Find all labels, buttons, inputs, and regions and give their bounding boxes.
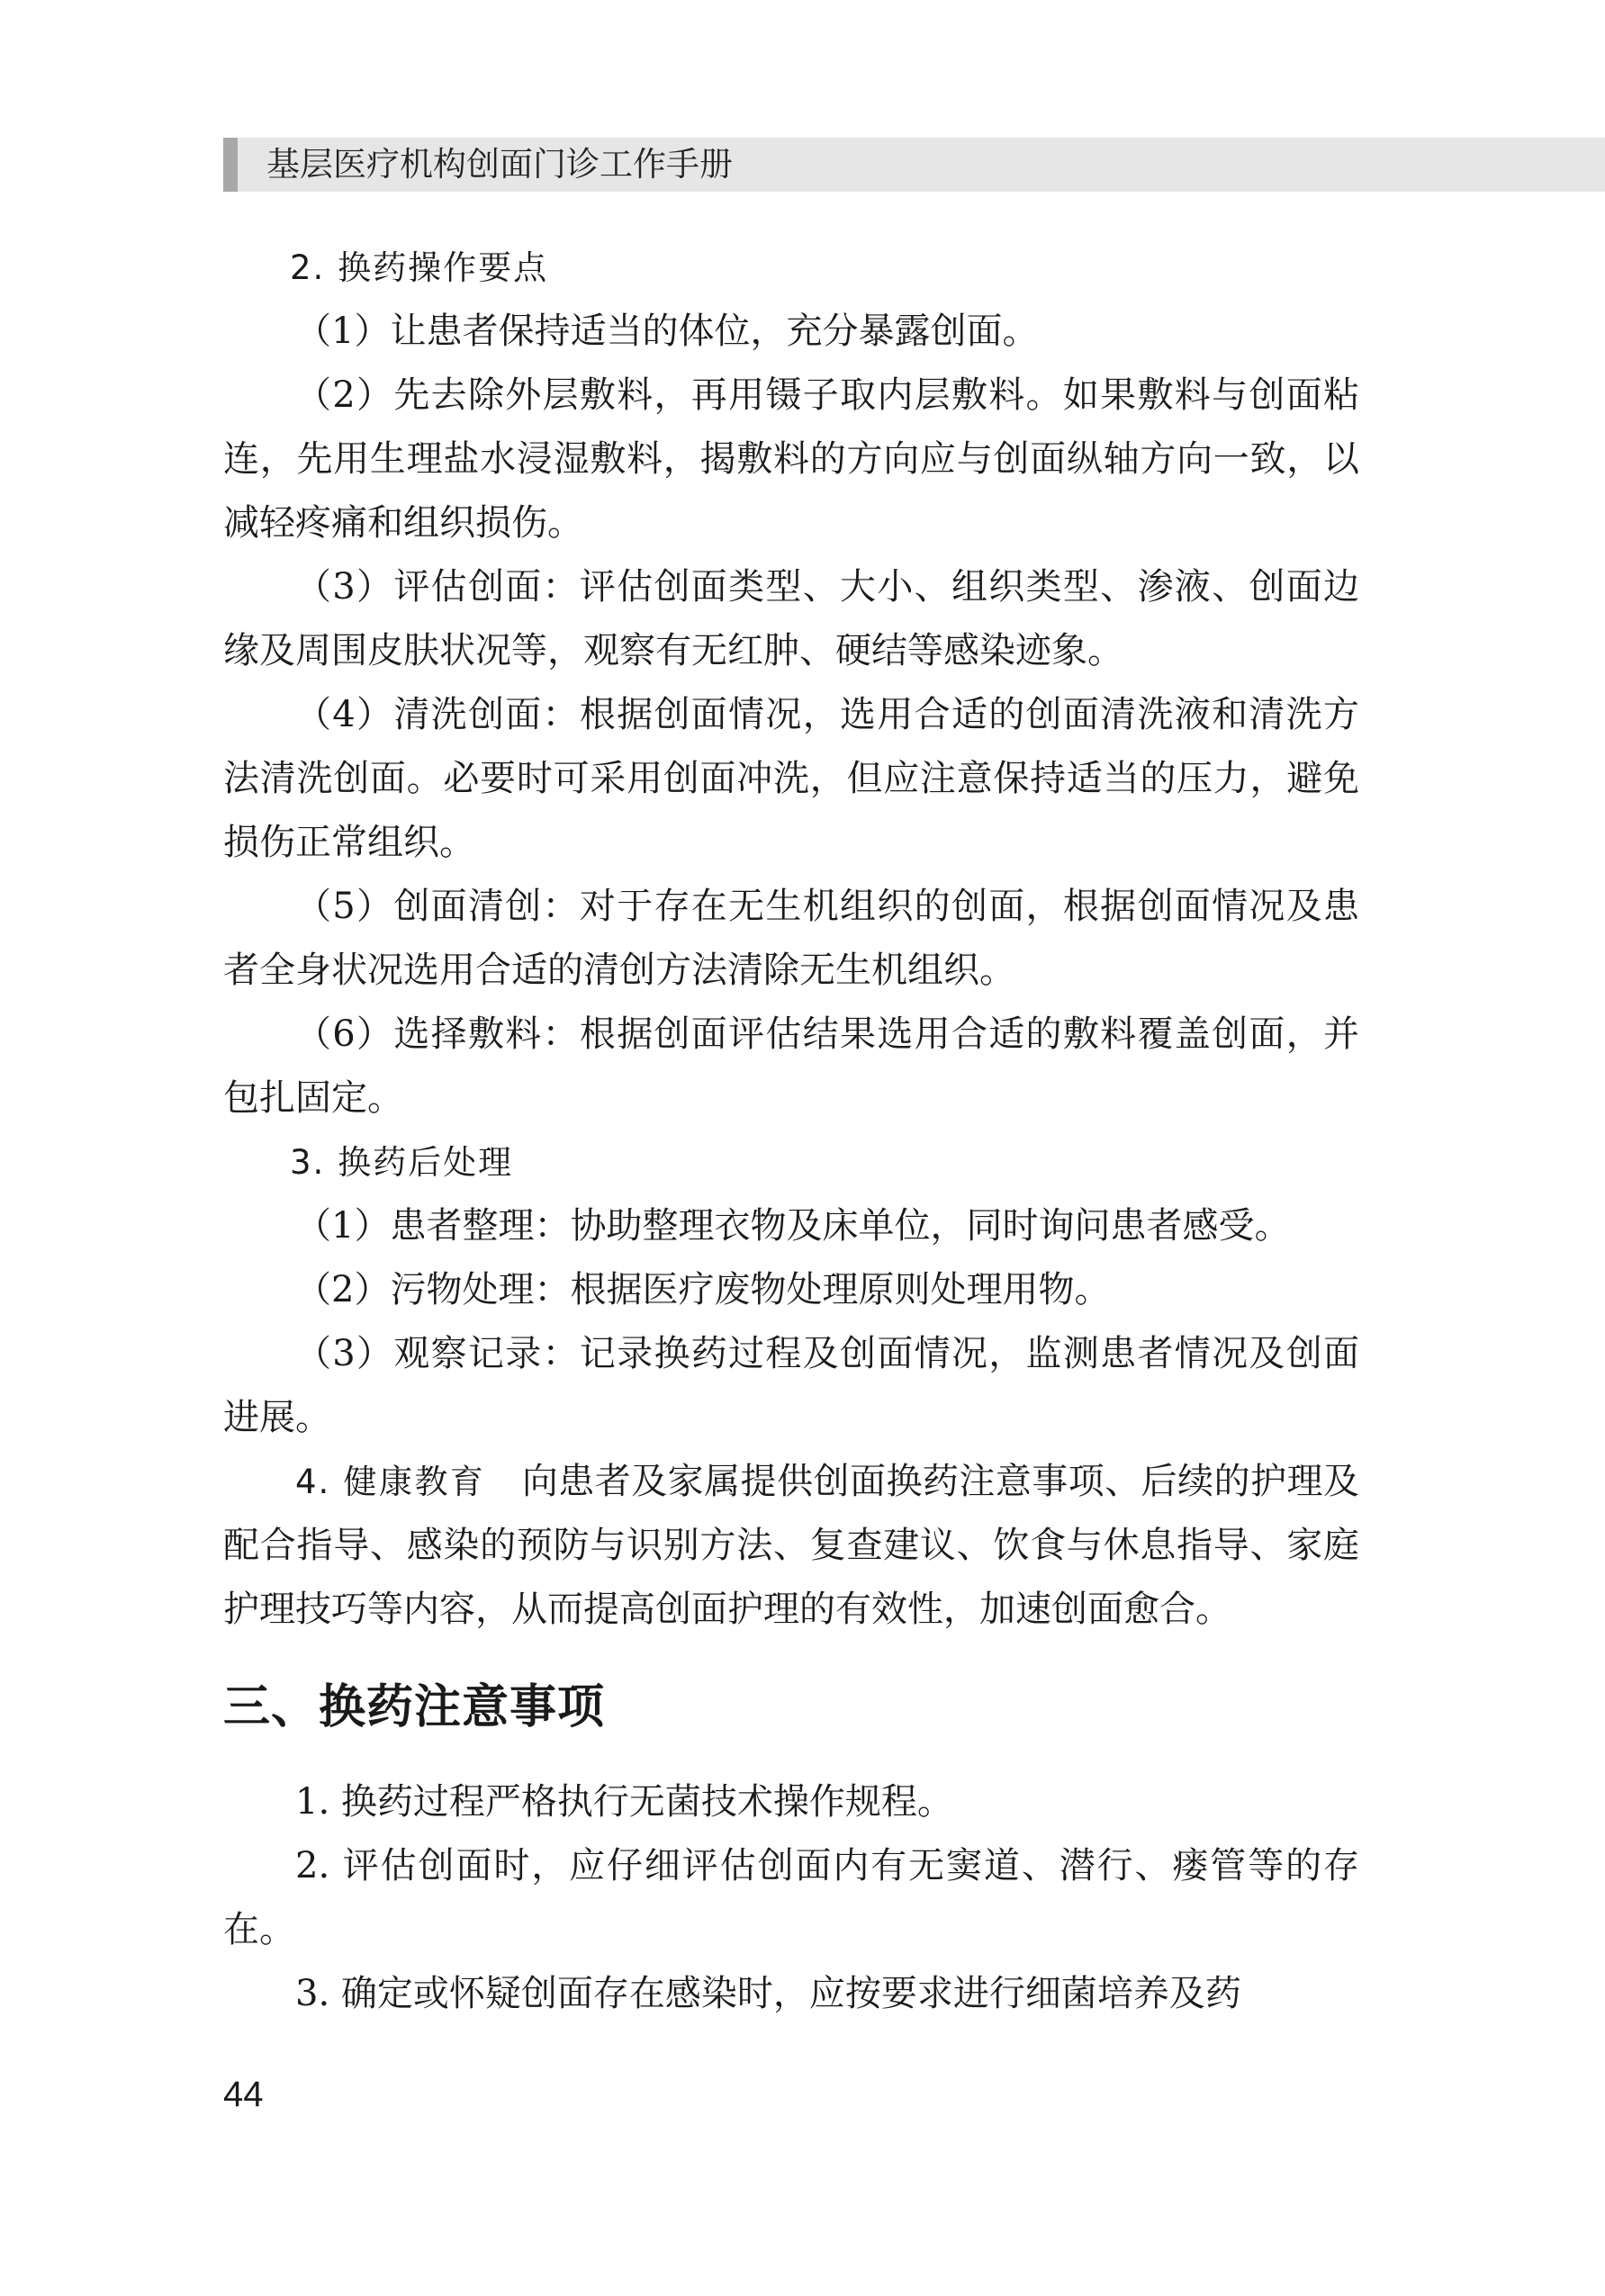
paragraph-post-3: （3）观察记录：记录换药过程及创面情况，监测患者情况及创面进展。 [223,1333,1359,1438]
running-header-marker [223,138,238,192]
subsection-heading-health-education: 4. 健康教育 [295,1463,486,1501]
paragraph-health-education [223,1450,1359,1642]
paragraph-post-1: （1）患者整理：协助整理衣物及床单位，同时询问患者感受。 [295,1205,1291,1247]
page-number: 44 [223,2075,264,2114]
health-education-text: 向患者及家属提供创面换药注意事项、后续的护理及配合指导、感染的预防与识别方法、复查建议、饮食与休息指导、家庭护理技巧等内容，从而提高创面护理的有效性，加速创面愈合。 [223,1461,1359,1630]
paragraph-operation-4: （4）清洗创面：根据创面情况，选用合适的创面清洗液和清洗方法清洗创面。必要时可采用创面冲洗，但应注意保持适当的压力，避免损伤正常组织。 [223,694,1359,863]
running-header-title: 基层医疗机构创面门诊工作手册 [266,145,733,184]
paragraph-operation-1: （1）让患者保持适当的体位，充分暴露创面。 [295,311,1039,352]
paragraph-operation-6: （6）选择敷料：根据创面评估结果选用合适的敷料覆盖创面，并包扎固定。 [223,1013,1359,1119]
paragraph-precaution-3: 3. 确定或怀疑创面存在感染时，应按要求进行细菌培养及药 [295,1973,1241,2014]
paragraph-post-2: （2）污物处理：根据医疗废物处理原则处理用物。 [295,1269,1111,1310]
paragraph-operation-5: （5）创面清创：对于存在无生机组织的创面，根据创面情况及患者全身状况选用合适的清创方法清除无生机组织。 [223,886,1359,991]
paragraph-operation-2: （2）先去除外层敷料，再用镊子取内层敷料。如果敷料与创面粘连，先用生理盐水浸湿敷料，揭敷料的方向应与创面纵轴方向一致，以减轻疼痛和组织损伤。 [223,374,1359,544]
paragraph-precaution-1: 1. 换药过程严格执行无菌技术操作规程。 [295,1781,953,1823]
section-heading-precautions: 三、换药注意事项 [223,1680,606,1734]
paragraph-precaution-2: 2. 评估创面时，应仔细评估创面内有无窦道、潜行、瘘管等的存在。 [223,1845,1359,1950]
subsection-heading-operation-points: 2. 换药操作要点 [290,248,549,287]
page-body [223,236,1359,2026]
subsection-heading-post-treatment: 3. 换药后处理 [290,1143,514,1182]
paragraph-operation-3: （3）评估创面：评估创面类型、大小、组织类型、渗液、创面边缘及周围皮肤状况等，观察有无红肿、硬结等感染迹象。 [223,566,1359,671]
